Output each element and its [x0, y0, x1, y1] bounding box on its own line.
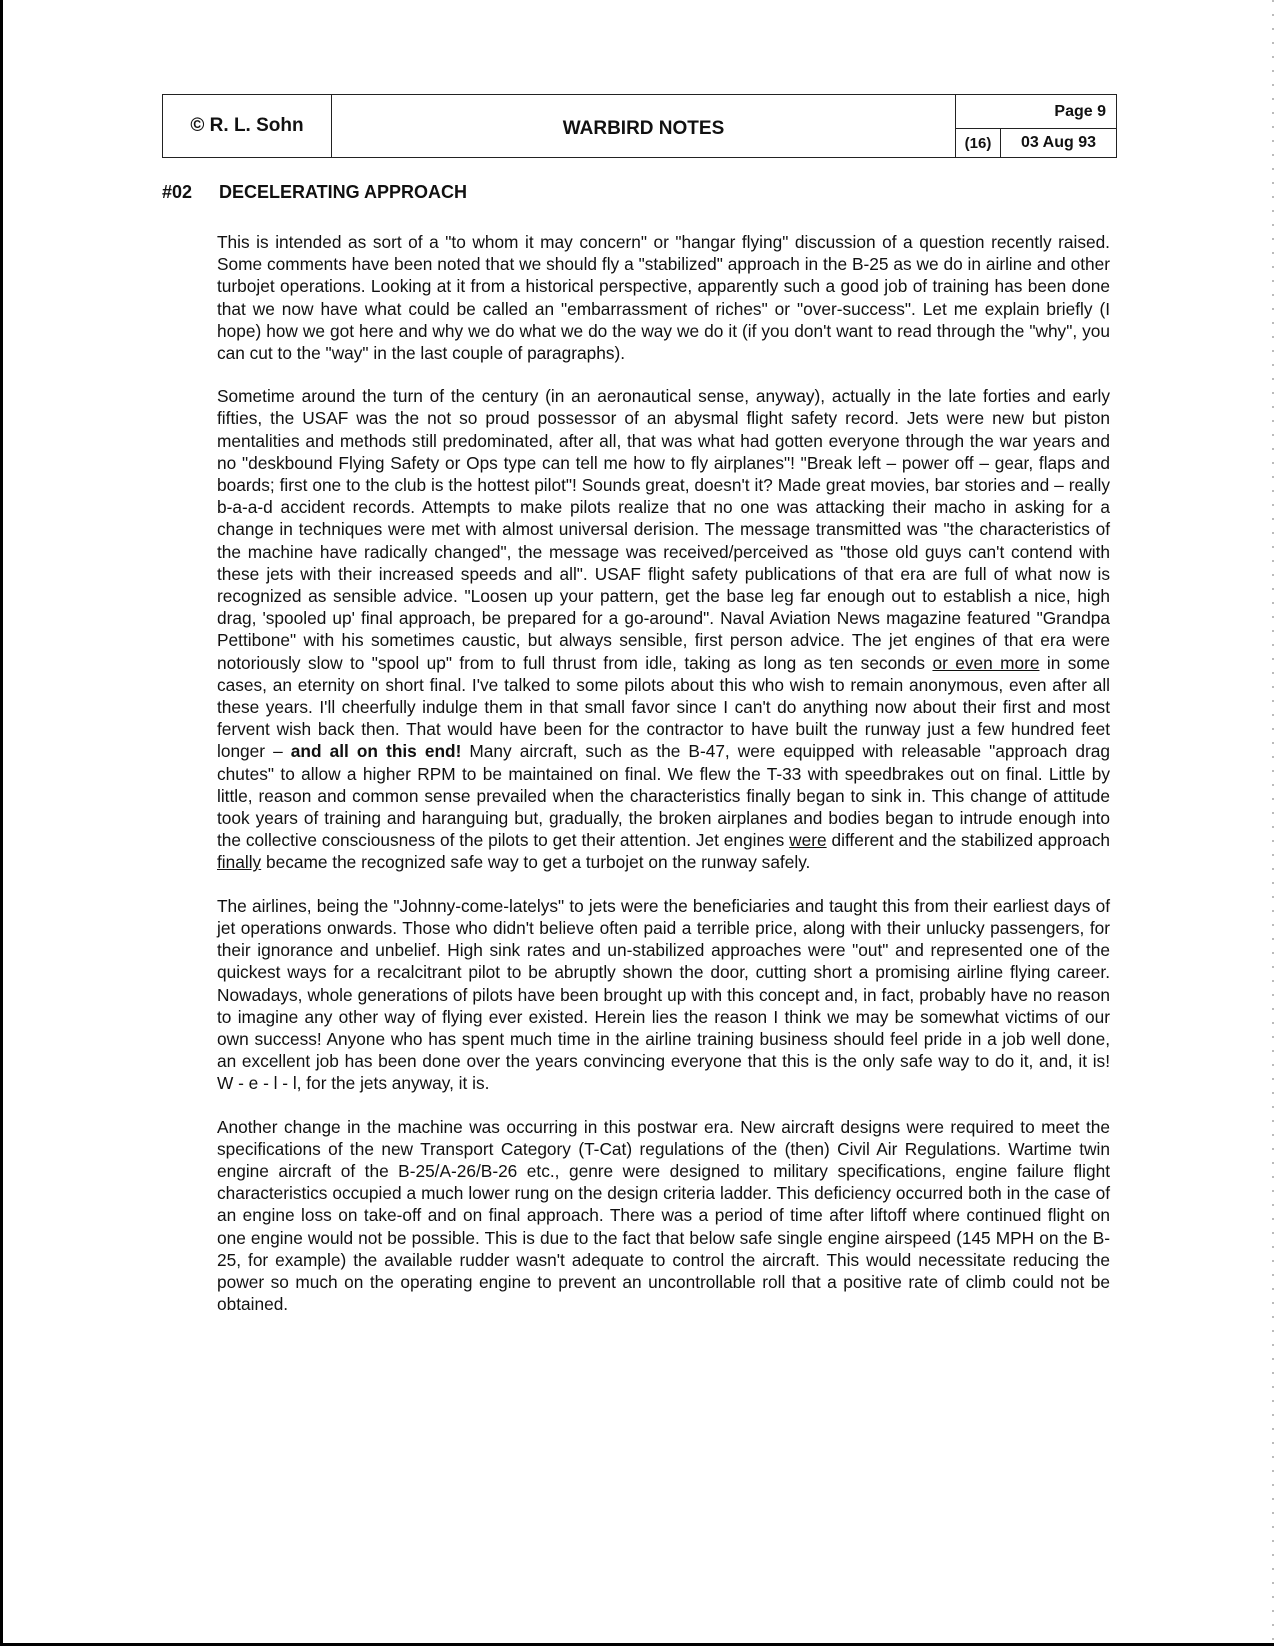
header-title: WARBIRD NOTES	[332, 95, 956, 157]
paragraph-1: This is intended as sort of a "to whom it may concern" or "hangar flying" discussion of a question recently raised. Some comments have been noted that we should fly a "stabilized" approach in the B-25 as we do in airline and other turbojet operations. Looking at it from a historical perspective, apparently such a good job of training has been done that we now have what could be called an "embarrassment of riches" or "over-success". Let me explain briefly (I hope) how we got here and why we do what we do the way we do it (if you don't want to read through the "why", you can cut to the "way" in the last couple of paragraphs).	[217, 232, 1110, 364]
section-title: DECELERATING APPROACH	[219, 182, 468, 202]
section-number: #02	[162, 182, 193, 202]
body-text	[217, 231, 1110, 1336]
paragraph-2-text-a: Sometime around the turn of the century (in an aeronautical sense, anyway), actually in the late forties and early fifties, the USAF was the not so proud possessor of an abysmal flight safety record. Jets were new but piston mentalities and methods still predominated, after all, that was what had gotten everyone through the war years and no "deskbound Flying Safety or Ops type can tell me how to fly airplanes"! "Break left – power off – gear, flaps and boards; first one to the club is the hottest pilot"! Sounds great, doesn't it? Made great movies, bar stories and – really b-a-a-d accident records. Attempts to make pilots realize that no one was attacking their macho in asking for a change in techniques were met with almost universal derision. The message transmitted was "the characteristics of the machine have radically changed", the message was received/perceived as "those old guys can't contend with these jets with their increased speeds and all". USAF flight safety publications of that era are full of what now is recognized as sensible advice. "Loosen up your pattern, get the base leg far enough out to establish a nice, high drag, 'spooled up' final approach, be prepared for a go-around". Naval Aviation News magazine featured "Grandpa Pettibone" with his sometimes caustic, but always sensible, first person advice. The jet engines of that era were notoriously slow to "spool up" from to full thrust from idle, taking as long as ten seconds	[217, 386, 1110, 673]
header-page-number: Page 9	[956, 95, 1116, 129]
underlined-finally: finally	[217, 852, 262, 873]
header-meta	[956, 95, 1116, 157]
header-date: 03 Aug 93	[1021, 134, 1096, 151]
bold-all-on-this-end: and all on this end!	[290, 741, 462, 762]
paragraph-2-text-c: Many aircraft, such as the B-47, were equipped with releasable "approach drag chutes" to allow a higher RPM to be maintained on final. We flew the T-33 with speedbrakes out on final. Little by little, reason and common sense prevailed when the characteristics finally began to sink in. This change of attitude took years of training and haranguing but, gradually, the broken airplanes and bodies began to intrude enough into the collective consciousness of the pilots to get their attention. Jet engines	[217, 741, 1110, 851]
scan-edge-left	[0, 0, 3, 1646]
paragraph-3: The airlines, being the "Johnny-come-latelys" to jets were the beneficiaries and taught this from their earliest days of jet operations onwards. Those who didn't believe often paid a terrible price, along with their unlucky passengers, for their ignorance and unbelief. High sink rates and un-stabilized approaches were "out" and represented one of the quickest ways for a recalcitrant pilot to be abruptly shown the door, cutting short a promising airline flying career. Nowadays, whole generations of pilots have been brought up with this concept and, in fact, probably have no reason to imagine any other way of flying ever existed. Herein lies the reason I think we may be somewhat victims of our own success! Anyone who has spent much time in the airline training business should feel pride in a job well done, an excellent job has been done over the years convincing everyone that this is the only safe way to do it, and, it is! W - e - l - l, for the jets anyway, it is.	[217, 895, 1110, 1094]
underlined-or-even-more: or even more	[932, 652, 1040, 673]
underlined-were: were	[789, 830, 827, 851]
page-header	[162, 94, 1117, 158]
paragraph-2-text-e: became the recognized safe way to get a turbojet on the runway safely.	[261, 852, 811, 873]
paragraph-4: Another change in the machine was occurring in this postwar era. New aircraft designs were required to meet the specifications of the new Transport Category (T-Cat) regulations of the (then) Civil Air Regulations. Wartime twin engine aircraft of the B-25/A-26/B-26 etc., genre were designed to military specifications, engine failure flight characteristics occupied a much lower rung on the design criteria ladder. This deficiency occurred both in the case of an engine loss on take-off and on final approach. There was a period of time after liftoff where continued flight on one engine would not be possible. This is due to the fact that below safe single engine airspeed (145 MPH on the B-25, for example) the available rudder wasn't adequate to control the aircraft. This would necessitate reducing the power so much on the operating engine to prevent an uncontrollable roll that a positive rate of climb could not be obtained.	[217, 1116, 1110, 1315]
paragraph-2-text-b: in some cases, an eternity on short final. I've talked to some pilots about this who wish to remain anonymous, even after all these years. I'll cheerfully indulge them in that small favor since I can't do anything now about their first and most fervent wish back then. That would have been for the contractor to have built the runway just a few hundred feet longer –	[217, 652, 1110, 762]
header-author: © R. L. Sohn	[163, 95, 332, 157]
paragraph-2	[217, 385, 1110, 873]
header-sequence: (16)	[956, 129, 1001, 157]
section-heading	[162, 182, 467, 203]
header-meta-bottom	[956, 129, 1116, 157]
paragraph-2-text-d: different and the stabilized approach	[826, 830, 1110, 851]
